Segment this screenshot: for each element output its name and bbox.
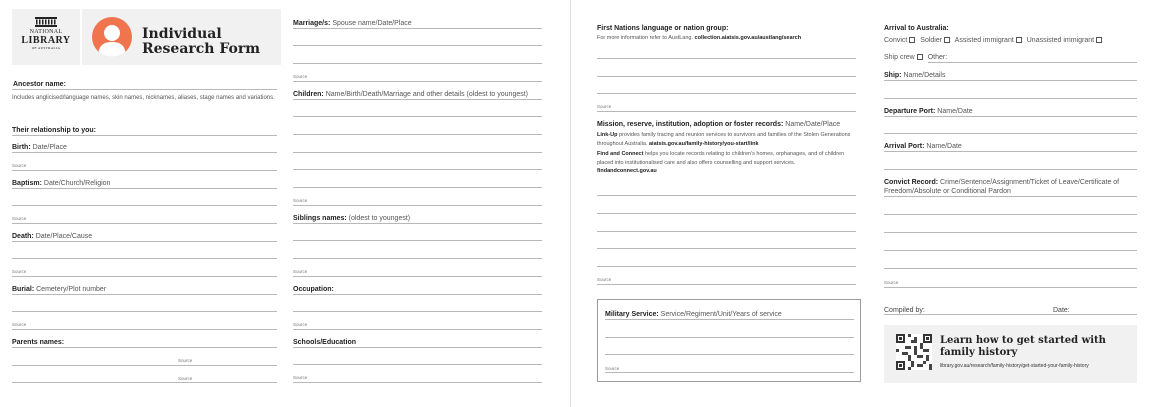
nla-logo (12, 17, 80, 51)
parent2-source-label: Source (178, 376, 193, 381)
children-label-bold: Children: (293, 91, 324, 98)
findconnect-link[interactable]: findandconnect.gov.au (597, 168, 657, 174)
ancestor-name-note: Includes anglicised/language names, skin names, nicknames, aliases, stage names and variations. (12, 95, 275, 101)
burial-label (12, 285, 106, 294)
children-field-1[interactable] (293, 99, 542, 100)
children-label (293, 90, 528, 99)
military-field-1[interactable] (605, 319, 854, 320)
austlang-link[interactable]: collection.aiatsis.gov.au/austlang/search (694, 35, 802, 41)
departure-field[interactable] (884, 116, 1137, 117)
first-nations-source-label: Source (597, 104, 612, 109)
convict-field-2[interactable] (884, 214, 1137, 215)
logo-line-1: NATIONAL (29, 29, 63, 35)
arrival-port-field[interactable] (884, 151, 1137, 152)
departure-label (884, 107, 973, 116)
siblings-label (293, 214, 410, 223)
option-convict-label: Convict (884, 37, 908, 44)
compiled-by-label: Compiled by: (884, 307, 925, 314)
mission-source-label: Source (597, 277, 612, 282)
ship-field[interactable] (884, 80, 1137, 81)
title-panel (82, 9, 281, 65)
findconnect-text: helps you locate records relating to children's homes, orphanages, and of children placed into institutionalised care and also offers counselling and support services. (597, 151, 845, 166)
burial-field[interactable] (12, 294, 277, 295)
children-field-2[interactable] (293, 116, 542, 117)
other-label: Other: (927, 54, 948, 61)
children-field-6[interactable] (293, 187, 542, 188)
baptism-source-label: Source (12, 216, 27, 221)
baptism-label (12, 179, 110, 188)
get-started-banner (884, 325, 1137, 383)
convict-record-label (884, 178, 1137, 196)
occupation-field-2[interactable] (293, 311, 542, 312)
siblings-hint: (oldest to youngest) (348, 215, 411, 222)
title-line-1: Individual (142, 26, 222, 42)
arrival-port-label-bold: Arrival Port: (884, 143, 925, 150)
military-source-label: Source (605, 366, 620, 371)
birth-label-bold: Birth: (12, 144, 31, 151)
occupation-label: Occupation: (293, 286, 334, 293)
unassisted-immigrant-checkbox[interactable] (1096, 37, 1102, 43)
burial-label-bold: Burial: (12, 286, 35, 293)
compiled-by-field[interactable] (884, 314, 1137, 315)
mission-field-1[interactable] (597, 195, 856, 196)
option-unassisted-label: Unassisted immigrant (1026, 37, 1095, 44)
convict-source-label: Source (884, 280, 899, 285)
marriage-source-field[interactable] (293, 81, 542, 82)
schools-source-label: Source (293, 375, 308, 380)
convict-record-hint: Crime/Sentence/Assignment/Ticket of Leave/Certificate of Freedom/Absolute or Conditional Pardon (884, 179, 1120, 195)
departure-field-2[interactable] (884, 133, 1137, 134)
birth-label (12, 143, 67, 152)
arrival-port-field-2[interactable] (884, 169, 1137, 170)
baptism-field[interactable] (12, 188, 277, 189)
logo-line-2: LIBRARY (21, 35, 71, 46)
siblings-field-2[interactable] (293, 240, 542, 241)
occupation-field[interactable] (293, 294, 542, 295)
arrival-label: Arrival to Australia: (884, 25, 949, 32)
cta-title-line-1: Learn how to get started with (940, 335, 1106, 346)
birth-field[interactable] (12, 152, 277, 153)
option-assisted-label: Assisted immigrant (954, 37, 1014, 44)
children-field-4[interactable] (293, 152, 542, 153)
baptism-field-2[interactable] (12, 205, 277, 206)
children-source-field[interactable] (293, 205, 542, 206)
parent1-field[interactable] (12, 365, 277, 366)
death-field[interactable] (12, 241, 277, 242)
schools-source-field[interactable] (293, 382, 542, 383)
death-hint: Date/Place/Cause (35, 233, 93, 240)
death-source-label: Source (12, 269, 27, 274)
burial-field-2[interactable] (12, 311, 277, 312)
convict-source-field[interactable] (884, 287, 1137, 288)
mission-field-4[interactable] (597, 248, 856, 249)
arrival-options-row-1 (884, 36, 1105, 45)
linkup-text: provides family tracing and reunion services to survivors and families of the Stolen Generations throughout Australia. (597, 132, 851, 147)
relationship-label: Their relationship to you: (12, 127, 97, 134)
siblings-source-label: Source (293, 269, 308, 274)
convict-field-4[interactable] (884, 250, 1137, 251)
birth-source-label: Source (12, 163, 27, 168)
ship-label-bold: Ship: (884, 72, 902, 79)
military-label (605, 310, 782, 319)
soldier-checkbox[interactable] (944, 37, 950, 43)
marriage-label-bold: Marriage/s: (293, 20, 331, 27)
parent1-source-label: Source (178, 358, 193, 363)
mission-field-3[interactable] (597, 231, 856, 232)
other-field[interactable] (928, 62, 1137, 63)
children-hint: Name/Birth/Death/Marriage and other details (oldest to youngest) (325, 91, 529, 98)
baptism-source-field[interactable] (12, 223, 277, 224)
ship-hint: Name/Details (903, 72, 946, 79)
military-field-3[interactable] (605, 354, 854, 355)
birth-source-field[interactable] (12, 170, 277, 171)
mission-label-bold: Mission, reserve, institution, adoption or foster records: (597, 121, 784, 128)
page-title (142, 27, 260, 57)
parents-field[interactable] (12, 347, 277, 348)
nla-logo-panel (12, 9, 80, 65)
schools-label: Schools/Education (293, 339, 357, 346)
title-line-2: Research Form (142, 41, 261, 57)
linkup-name: Link-Up (597, 132, 618, 138)
relationship-field[interactable] (12, 135, 277, 136)
convict-checkbox[interactable] (909, 37, 915, 43)
children-source-label: Source (293, 198, 308, 203)
death-field-2[interactable] (12, 258, 277, 259)
burial-source-field[interactable] (12, 329, 277, 330)
linkup-note (597, 131, 859, 148)
ship-crew-checkbox[interactable] (917, 54, 923, 60)
first-nations-note (597, 34, 801, 43)
marriage-hint: Spouse name/Date/Place (332, 20, 412, 27)
logo-line-3: OF AUSTRALIA (31, 46, 61, 50)
marriage-field-3[interactable] (293, 63, 542, 64)
marriage-label (293, 19, 412, 28)
military-field-2[interactable] (605, 337, 854, 338)
ancestor-name-field[interactable] (12, 89, 277, 90)
military-source-field[interactable] (605, 372, 854, 373)
convict-record-label-bold: Convict Record: (884, 179, 939, 186)
option-ship-crew-label: Ship crew (884, 54, 915, 61)
first-nations-field-3[interactable] (597, 93, 856, 94)
arrival-options-row-2 (884, 53, 947, 62)
schools-field-2[interactable] (293, 364, 542, 365)
arrival-port-hint: Name/Date (926, 143, 962, 150)
children-field-5[interactable] (293, 169, 542, 170)
first-nations-label: First Nations language or nation group: (597, 25, 729, 32)
date-label: Date: (1053, 307, 1070, 314)
military-label-bold: Military Service: (605, 311, 659, 318)
first-nations-field-1[interactable] (597, 58, 856, 59)
assisted-immigrant-checkbox[interactable] (1016, 37, 1022, 43)
mission-hint: Name/Date/Place (785, 121, 841, 128)
get-started-title (940, 335, 1106, 359)
siblings-field-1[interactable] (293, 223, 542, 224)
burial-hint: Cemetery/Plot number (36, 286, 107, 293)
siblings-field-3[interactable] (293, 258, 542, 259)
occupation-source-field[interactable] (293, 329, 542, 330)
death-label-bold: Death: (12, 233, 34, 240)
ship-label (884, 71, 945, 80)
convict-field-1[interactable] (884, 196, 1137, 197)
marriage-field[interactable] (293, 28, 542, 29)
departure-label-bold: Departure Port: (884, 108, 936, 115)
page-divider (570, 0, 571, 407)
baptism-hint: Date/Church/Religion (43, 180, 111, 187)
burial-source-label: Source (12, 322, 27, 327)
first-nations-note-text: For more information refer to AustLang. (597, 35, 693, 41)
first-nations-source-field[interactable] (597, 111, 856, 112)
cta-title-line-2: family history (940, 347, 1018, 358)
schools-field[interactable] (293, 347, 542, 348)
siblings-source-field[interactable] (293, 276, 542, 277)
death-source-field[interactable] (12, 276, 277, 277)
departure-hint: Name/Date (937, 108, 973, 115)
death-label (12, 232, 92, 241)
birth-hint: Date/Place (32, 144, 67, 151)
mission-field-5[interactable] (597, 266, 856, 267)
ship-field-2[interactable] (884, 98, 1137, 99)
occupation-source-label: Source (293, 322, 308, 327)
qr-code-icon[interactable] (896, 334, 932, 370)
ancestor-name-label: Ancestor name: (13, 81, 66, 88)
linkup-link[interactable]: aiatsis.gov.au/family-history/you-start/link (648, 140, 759, 147)
arrival-port-label (884, 142, 962, 151)
convict-field-3[interactable] (884, 232, 1137, 233)
option-soldier-label: Soldier (920, 37, 943, 44)
convict-field-5[interactable] (884, 268, 1137, 269)
person-silhouette-icon (92, 17, 132, 57)
first-nations-field-2[interactable] (597, 76, 856, 77)
marriage-source-label: Source (293, 74, 308, 79)
get-started-link[interactable]: library.gov.au/research/family-history/get-started-your-family-history (940, 363, 1089, 369)
findconnect-name: Find and Connect (597, 151, 644, 157)
parents-label: Parents names: (12, 339, 65, 346)
mission-field-2[interactable] (597, 213, 856, 214)
findconnect-note (597, 150, 859, 176)
marriage-field-2[interactable] (293, 45, 542, 46)
mission-label (597, 120, 840, 129)
children-field-3[interactable] (293, 134, 542, 135)
library-building-icon (35, 17, 57, 27)
baptism-label-bold: Baptism: (12, 180, 42, 187)
military-hint: Service/Regiment/Unit/Years of service (660, 311, 782, 318)
siblings-label-bold: Siblings names: (293, 215, 347, 222)
parent2-field[interactable] (12, 382, 277, 383)
mission-source-field[interactable] (597, 284, 856, 285)
